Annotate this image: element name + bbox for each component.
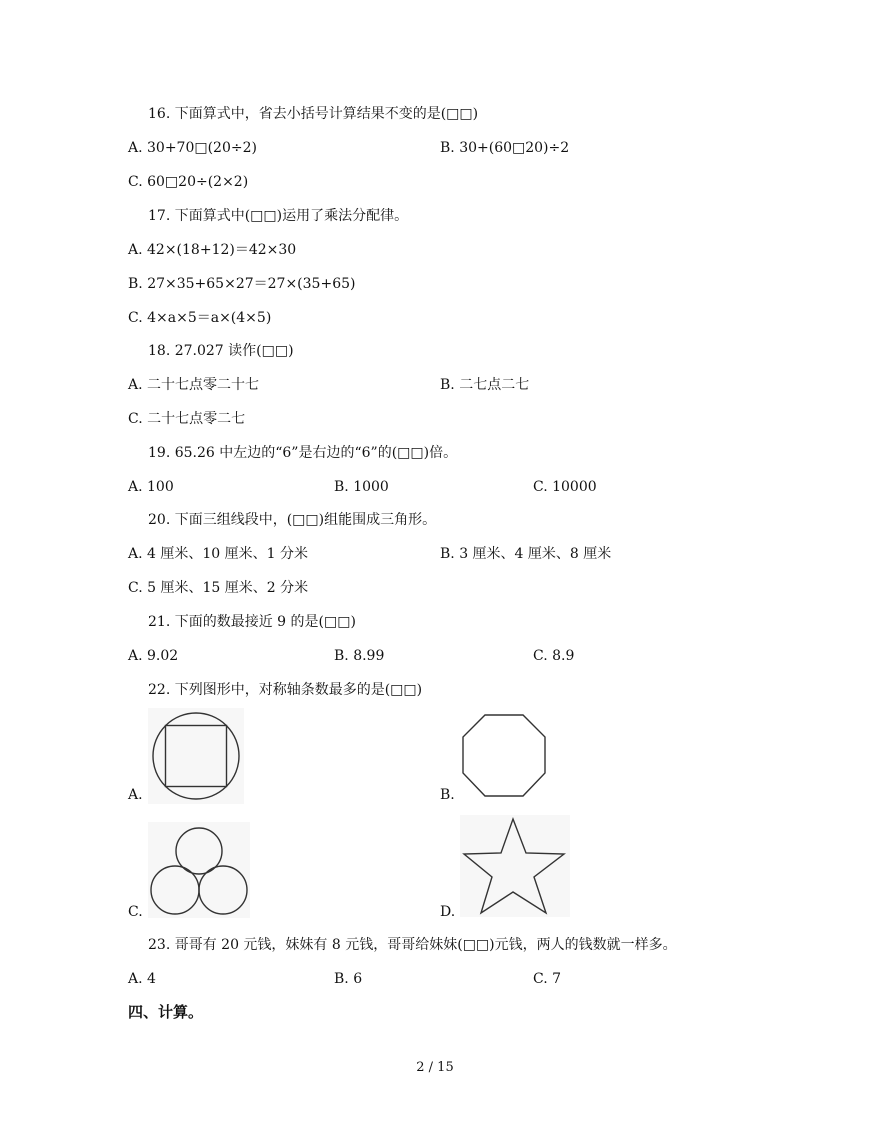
option-c[interactable]: C. 7: [533, 971, 562, 987]
question-text: 下列图形中，对称轴条数最多的是(□□): [174, 682, 423, 698]
option-a[interactable]: A. 100: [128, 479, 174, 495]
question-number: 19.: [148, 445, 171, 461]
option-c[interactable]: C. 二十七点零二七: [128, 411, 246, 427]
question-text: 下面算式中(□□)运用了乘法分配律。: [174, 208, 409, 224]
option-b[interactable]: B. 30+(60□20)÷2: [440, 140, 570, 156]
question-number: 18.: [148, 343, 171, 359]
option-a[interactable]: A. 4: [128, 971, 156, 987]
question-text: 哥哥有 20 元钱，妹妹有 8 元钱，哥哥给妹妹(□□)元钱，两人的钱数就一样多。: [174, 937, 677, 953]
question-19-stem: [148, 443, 457, 463]
page-indicator: 2 / 15: [416, 1060, 454, 1075]
option-a[interactable]: A.: [128, 787, 143, 803]
option-c[interactable]: C.: [128, 904, 143, 920]
figure-star: [460, 815, 570, 917]
option-c[interactable]: C. 4×a×5＝a×(4×5): [128, 310, 272, 326]
option-c[interactable]: C. 5 厘米、15 厘米、2 分米: [128, 580, 309, 596]
question-text: 27.027 读作(□□): [174, 343, 294, 359]
option-c[interactable]: C. 60□20÷(2×2): [128, 174, 249, 190]
question-number: 16.: [148, 106, 171, 122]
question-18-stem: [148, 341, 294, 361]
option-b[interactable]: B. 8.99: [334, 648, 385, 664]
question-20-stem: [148, 510, 436, 530]
option-a[interactable]: A. 30+70□(20÷2): [128, 140, 257, 156]
question-21-stem: [148, 612, 356, 632]
option-d[interactable]: D.: [440, 904, 456, 920]
question-22-stem: [148, 680, 422, 700]
option-b[interactable]: B. 二七点二七: [440, 377, 530, 393]
option-a[interactable]: A. 9.02: [128, 648, 179, 664]
figure-octagon: [458, 710, 550, 800]
question-16-stem: [148, 104, 478, 124]
question-number: 17.: [148, 208, 171, 224]
figure-three-circles: [148, 822, 250, 918]
option-b[interactable]: B. 6: [334, 971, 363, 987]
question-number: 23.: [148, 937, 171, 953]
question-text: 下面的数最接近 9 的是(□□): [174, 614, 356, 630]
option-a[interactable]: A. 42×(18+12)＝42×30: [128, 242, 297, 258]
question-text: 下面算式中，省去小括号计算结果不变的是(□□): [174, 106, 479, 122]
section-title: 四、计算。: [128, 1003, 204, 1021]
option-b[interactable]: B. 3 厘米、4 厘米、8 厘米: [440, 546, 612, 562]
option-c[interactable]: C. 8.9: [533, 648, 575, 664]
option-a[interactable]: A. 4 厘米、10 厘米、1 分米: [128, 546, 308, 562]
option-b[interactable]: B. 27×35+65×27＝27×(35+65): [128, 276, 356, 292]
question-number: 21.: [148, 614, 171, 630]
question-23-stem: [148, 935, 677, 955]
question-number: 22.: [148, 682, 171, 698]
question-text: 下面三组线段中，(□□)组能围成三角形。: [174, 512, 437, 528]
option-b[interactable]: B.: [440, 787, 455, 803]
question-number: 20.: [148, 512, 171, 528]
question-17-stem: [148, 206, 408, 226]
question-text: 65.26 中左边的“6”是右边的“6”的(□□)倍。: [174, 445, 458, 461]
option-c[interactable]: C. 10000: [533, 479, 597, 495]
figure-circle-with-square: [148, 708, 244, 804]
option-b[interactable]: B. 1000: [334, 479, 389, 495]
option-a[interactable]: A. 二十七点零二十七: [128, 377, 260, 393]
